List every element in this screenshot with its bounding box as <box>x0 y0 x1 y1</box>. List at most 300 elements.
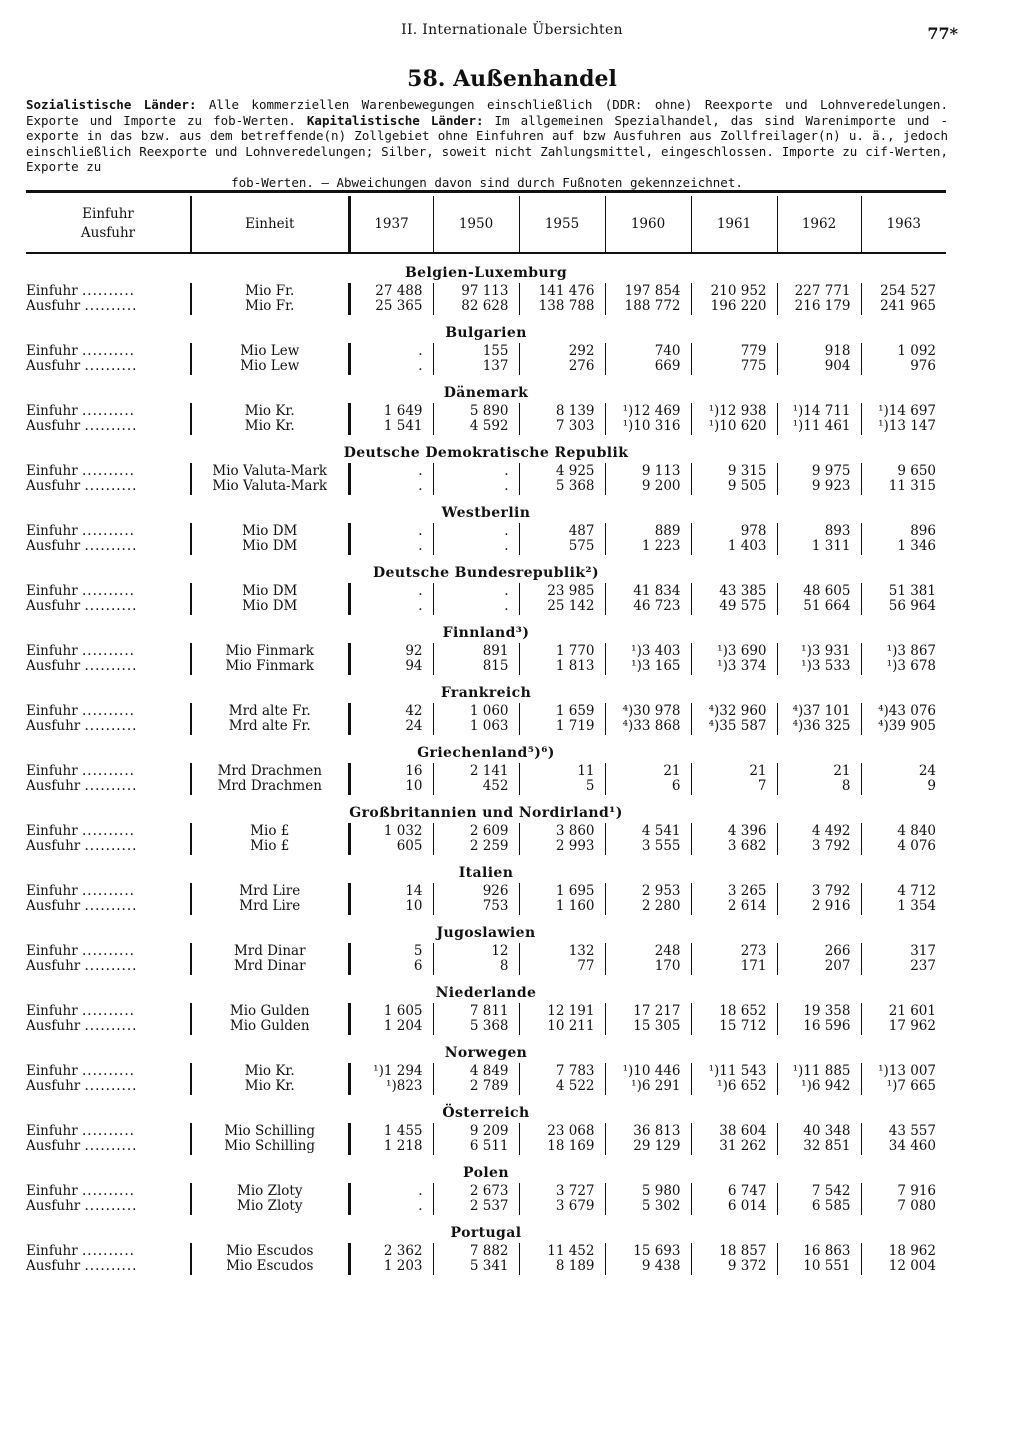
export-row <box>26 299 946 315</box>
value-cell: 132 <box>519 943 605 959</box>
value-cell: 41 834 <box>605 583 691 599</box>
export-label <box>26 719 191 735</box>
value-cell: ¹)7 665 <box>886 1078 936 1094</box>
value-cell: 34 460 <box>888 1138 936 1154</box>
export-label <box>26 959 191 975</box>
value-cell: 605 <box>349 839 433 855</box>
value-cell: 5 980 <box>605 1183 691 1199</box>
value-cell: ¹)3 867 <box>886 643 936 659</box>
unit-cell: Mio Lew <box>191 343 349 359</box>
value-cell: 1 403 <box>691 539 777 555</box>
value-cell: . <box>433 583 519 599</box>
unit-cell: Mio Escudos <box>191 1243 349 1259</box>
import-label <box>26 763 191 779</box>
row-label-dots: .......... <box>82 703 135 719</box>
value-cell: 17 962 <box>888 1018 936 1034</box>
value-cell: . <box>349 479 433 495</box>
value-cell: 171 <box>691 959 777 975</box>
value-cell: 2 362 <box>349 1243 433 1259</box>
value-cell: ⁴)43 076 <box>878 703 936 719</box>
value-cell: 2 789 <box>433 1079 519 1095</box>
export-row <box>26 719 946 735</box>
row-label-dots: .......... <box>82 1243 135 1259</box>
value-cell: 1 659 <box>519 703 605 719</box>
value-cell: 7 080 <box>897 1198 936 1214</box>
value-cell: 904 <box>777 359 861 375</box>
value-cell: 46 723 <box>605 599 691 615</box>
unit-cell: Mio £ <box>191 839 349 855</box>
value-cell: 23 985 <box>519 583 605 599</box>
import-row <box>26 343 946 359</box>
country-name: Niederlande <box>435 985 537 1001</box>
value-cell: 775 <box>691 359 777 375</box>
country-heading-row <box>26 315 946 343</box>
row-label-text: Ausfuhr <box>26 358 81 374</box>
value-cell: 1 204 <box>349 1019 433 1035</box>
row-label-text: Ausfuhr <box>26 1258 81 1274</box>
row-label-dots: .......... <box>84 1198 138 1214</box>
export-label <box>26 299 191 315</box>
country-heading-row <box>26 855 946 883</box>
export-label <box>26 359 191 375</box>
value-cell: 4 925 <box>519 463 605 479</box>
unit-cell: Mio Gulden <box>191 1019 349 1035</box>
value-cell: 575 <box>519 539 605 555</box>
value-cell: 42 <box>349 703 433 719</box>
country-name: Polen <box>463 1165 509 1181</box>
value-cell: ¹)13 147 <box>878 418 936 434</box>
value-cell: 9 <box>927 778 936 794</box>
value-cell: ¹)6 652 <box>691 1079 777 1095</box>
value-cell: 43 385 <box>691 583 777 599</box>
row-label-text: Einfuhr <box>26 283 78 299</box>
value-cell: ¹)823 <box>349 1079 433 1095</box>
value-cell: 3 727 <box>519 1183 605 1199</box>
country-heading-row <box>26 915 946 943</box>
value-cell: . <box>349 359 433 375</box>
import-row <box>26 1183 946 1199</box>
row-label-text: Ausfuhr <box>26 298 81 314</box>
header-flow-export: Ausfuhr <box>80 225 136 241</box>
table-body <box>26 252 946 1275</box>
intro-capitalist-heading: Kapitalistische Länder: <box>306 112 484 128</box>
row-label-text: Einfuhr <box>26 823 78 839</box>
value-cell: 2 916 <box>777 899 861 915</box>
table-top-rule <box>26 190 946 193</box>
export-row <box>26 359 946 375</box>
row-label-text: Ausfuhr <box>26 1018 81 1034</box>
value-cell: 196 220 <box>691 299 777 315</box>
value-cell: 1 311 <box>777 539 861 555</box>
value-cell: 16 596 <box>777 1019 861 1035</box>
country-heading-row <box>26 1215 946 1243</box>
value-cell: 1 223 <box>605 539 691 555</box>
row-label-dots: .......... <box>82 763 135 779</box>
value-cell: . <box>349 1183 433 1199</box>
country-heading-row <box>26 735 946 763</box>
value-cell: 779 <box>691 343 777 359</box>
value-cell: . <box>433 599 519 615</box>
unit-cell: Mio Fr. <box>191 299 349 315</box>
value-cell: 21 <box>605 763 691 779</box>
foreign-trade-table <box>26 196 946 1275</box>
country-name: Westberlin <box>441 505 531 521</box>
value-cell: 9 438 <box>605 1259 691 1275</box>
running-head: II. Internationale Übersichten <box>401 22 623 38</box>
value-cell: 1 218 <box>349 1139 433 1155</box>
value-cell: 2 614 <box>691 899 777 915</box>
value-cell: 97 113 <box>433 283 519 299</box>
header-unit: Einheit <box>191 196 349 252</box>
unit-cell: Mio Valuta-Mark <box>191 463 349 479</box>
unit-cell: Mio Finmark <box>191 659 349 675</box>
value-cell: 10 <box>349 779 433 795</box>
header-year: 1937 <box>349 196 433 252</box>
value-cell: ⁴)37 101 <box>777 703 861 719</box>
value-cell: 32 851 <box>777 1139 861 1155</box>
value-cell: 2 953 <box>605 883 691 899</box>
value-cell: 3 679 <box>519 1199 605 1215</box>
value-cell: 18 169 <box>519 1139 605 1155</box>
value-cell: 896 <box>910 523 936 539</box>
value-cell: 1 719 <box>519 719 605 735</box>
value-cell: 9 113 <box>605 463 691 479</box>
unit-cell: Mio DM <box>191 539 349 555</box>
value-cell: ¹)13 007 <box>878 1063 936 1079</box>
value-cell: 740 <box>605 343 691 359</box>
value-cell: 5 368 <box>519 479 605 495</box>
export-label <box>26 659 191 675</box>
value-cell: 9 923 <box>777 479 861 495</box>
unit-cell: Mio Zloty <box>191 1183 349 1199</box>
country-name: Jugoslawien <box>436 925 536 941</box>
value-cell: ¹)3 374 <box>691 659 777 675</box>
import-row <box>26 943 946 959</box>
unit-cell: Mrd Dinar <box>191 959 349 975</box>
value-cell: 11 452 <box>519 1243 605 1259</box>
import-row <box>26 403 946 419</box>
value-cell: 7 303 <box>519 419 605 435</box>
value-cell: 21 <box>777 763 861 779</box>
value-cell: ¹)11 885 <box>777 1063 861 1079</box>
value-cell: 38 604 <box>691 1123 777 1139</box>
unit-cell: Mio Schilling <box>191 1123 349 1139</box>
import-label <box>26 403 191 419</box>
row-label-dots: .......... <box>82 1003 135 1019</box>
value-cell: 9 315 <box>691 463 777 479</box>
value-cell: 210 952 <box>691 283 777 299</box>
value-cell: 18 962 <box>888 1243 936 1259</box>
import-label <box>26 523 191 539</box>
value-cell: 94 <box>349 659 433 675</box>
row-label-text: Einfuhr <box>26 643 78 659</box>
value-cell: 17 217 <box>605 1003 691 1019</box>
value-cell: 7 783 <box>519 1063 605 1079</box>
value-cell: 669 <box>605 359 691 375</box>
value-cell: 197 854 <box>605 283 691 299</box>
value-cell: 3 860 <box>519 823 605 839</box>
value-cell: 6 585 <box>777 1199 861 1215</box>
value-cell: . <box>433 523 519 539</box>
country-name: Frankreich <box>440 685 532 701</box>
row-label-dots: .......... <box>82 943 135 959</box>
country-name: Griechenland⁵)⁶) <box>417 745 555 761</box>
unit-cell: Mio Escudos <box>191 1259 349 1275</box>
value-cell: 23 068 <box>519 1123 605 1139</box>
value-cell: 9 200 <box>605 479 691 495</box>
value-cell: 4 396 <box>691 823 777 839</box>
value-cell: 227 771 <box>777 283 861 299</box>
row-label-text: Ausfuhr <box>26 1078 81 1094</box>
export-label <box>26 1259 191 1275</box>
value-cell: 16 863 <box>777 1243 861 1259</box>
value-cell: ¹)3 931 <box>777 643 861 659</box>
import-label <box>26 283 191 299</box>
value-cell: 7 <box>691 779 777 795</box>
value-cell: 9 505 <box>691 479 777 495</box>
row-label-dots: .......... <box>82 283 135 299</box>
value-cell: 7 882 <box>433 1243 519 1259</box>
unit-cell: Mio Schilling <box>191 1139 349 1155</box>
value-cell: 248 <box>605 943 691 959</box>
row-label-dots: .......... <box>84 1018 138 1034</box>
value-cell: ¹)12 469 <box>605 403 691 419</box>
value-cell: 7 916 <box>897 1183 936 1199</box>
import-row <box>26 1003 946 1019</box>
country-name: Portugal <box>450 1225 522 1241</box>
country-name: Deutsche Bundesrepublik²) <box>373 565 599 581</box>
row-label-text: Einfuhr <box>26 343 78 359</box>
import-label <box>26 343 191 359</box>
value-cell: 1 032 <box>349 823 433 839</box>
country-name: Bulgarien <box>445 325 527 341</box>
value-cell: 27 488 <box>349 283 433 299</box>
value-cell: 9 209 <box>433 1123 519 1139</box>
row-label-text: Ausfuhr <box>26 718 81 734</box>
value-cell: 8 <box>777 779 861 795</box>
value-cell: 15 693 <box>605 1243 691 1259</box>
value-cell: 25 142 <box>519 599 605 615</box>
value-cell: ⁴)35 587 <box>691 719 777 735</box>
value-cell: 893 <box>777 523 861 539</box>
value-cell: 926 <box>433 883 519 899</box>
value-cell: 137 <box>433 359 519 375</box>
row-label-dots: .......... <box>82 823 135 839</box>
unit-cell: Mrd alte Fr. <box>191 719 349 735</box>
unit-cell: Mrd Dinar <box>191 943 349 959</box>
value-cell: 241 965 <box>880 298 936 314</box>
value-cell: 254 527 <box>880 283 936 299</box>
value-cell: ¹)14 711 <box>777 403 861 419</box>
value-cell: 36 813 <box>605 1123 691 1139</box>
value-cell: 6 511 <box>433 1139 519 1155</box>
import-row <box>26 883 946 899</box>
country-name: Dänemark <box>443 385 529 401</box>
country-heading-row <box>26 975 946 1003</box>
value-cell: 12 <box>433 943 519 959</box>
import-row <box>26 1063 946 1079</box>
value-cell: 4 849 <box>433 1063 519 1079</box>
value-cell: 452 <box>433 779 519 795</box>
value-cell: 276 <box>519 359 605 375</box>
intro-socialist-text: Alle kommerziellen Warenbewegungen einschließlich (DDR: ohne) Reexporte und Lohnveredelungen. Exporte und Importe zu fob-Werten. <box>26 97 948 128</box>
import-row <box>26 703 946 719</box>
import-label <box>26 1243 191 1259</box>
value-cell: 1 346 <box>897 538 936 554</box>
value-cell: 8 139 <box>519 403 605 419</box>
import-row <box>26 583 946 599</box>
row-label-text: Einfuhr <box>26 1183 78 1199</box>
unit-cell: Mio Lew <box>191 359 349 375</box>
import-row <box>26 763 946 779</box>
value-cell: . <box>349 599 433 615</box>
value-cell: 487 <box>519 523 605 539</box>
value-cell: . <box>349 1199 433 1215</box>
unit-cell: Mrd Lire <box>191 899 349 915</box>
row-label-dots: .......... <box>82 883 135 899</box>
value-cell: ¹)11 543 <box>691 1063 777 1079</box>
export-label <box>26 479 191 495</box>
row-label-dots: .......... <box>84 358 138 374</box>
value-cell: 21 601 <box>888 1003 936 1019</box>
value-cell: 1 092 <box>897 343 936 359</box>
value-cell: ⁴)39 905 <box>878 718 936 734</box>
value-cell: 6 014 <box>691 1199 777 1215</box>
value-cell: . <box>349 523 433 539</box>
export-row <box>26 1199 946 1215</box>
row-label-dots: .......... <box>84 598 138 614</box>
value-cell: 4 522 <box>519 1079 605 1095</box>
row-label-text: Einfuhr <box>26 763 78 779</box>
row-label-dots: .......... <box>84 1138 138 1154</box>
value-cell: 4 592 <box>433 419 519 435</box>
value-cell: 2 259 <box>433 839 519 855</box>
value-cell: 7 542 <box>777 1183 861 1199</box>
value-cell: 889 <box>605 523 691 539</box>
value-cell: 3 792 <box>777 839 861 855</box>
country-name: Deutsche Demokratische Republik <box>343 445 629 461</box>
unit-cell: Mio DM <box>191 523 349 539</box>
import-row <box>26 823 946 839</box>
intro-socialist-heading: Sozialistische Länder: <box>26 97 197 112</box>
unit-cell: Mrd Drachmen <box>191 779 349 795</box>
unit-cell: Mrd Lire <box>191 883 349 899</box>
value-cell: 10 211 <box>519 1019 605 1035</box>
unit-cell: Mio Finmark <box>191 643 349 659</box>
value-cell: ¹)10 446 <box>605 1063 691 1079</box>
value-cell: 1 541 <box>349 419 433 435</box>
value-cell: ¹)3 165 <box>605 659 691 675</box>
country-name: Norwegen <box>444 1045 528 1061</box>
import-label <box>26 463 191 479</box>
value-cell: 5 890 <box>433 403 519 419</box>
export-label <box>26 899 191 915</box>
value-cell: ¹)3 403 <box>605 643 691 659</box>
country-name: Großbritannien und Nordirland¹) <box>349 805 623 821</box>
row-label-text: Einfuhr <box>26 1063 78 1079</box>
value-cell: 5 368 <box>433 1019 519 1035</box>
value-cell: 6 747 <box>691 1183 777 1199</box>
value-cell: ¹)6 291 <box>605 1079 691 1095</box>
value-cell: 18 652 <box>691 1003 777 1019</box>
value-cell: 918 <box>777 343 861 359</box>
country-heading-row <box>26 555 946 583</box>
row-label-dots: .......... <box>84 778 138 794</box>
export-label <box>26 599 191 615</box>
value-cell: 40 348 <box>777 1123 861 1139</box>
value-cell: 155 <box>433 343 519 359</box>
value-cell: 4 840 <box>897 823 936 839</box>
row-label-dots: .......... <box>84 658 138 674</box>
value-cell: 21 <box>691 763 777 779</box>
value-cell: 29 129 <box>605 1139 691 1155</box>
export-row <box>26 419 946 435</box>
export-row <box>26 1259 946 1275</box>
value-cell: 141 476 <box>519 283 605 299</box>
value-cell: 138 788 <box>519 299 605 315</box>
row-label-dots: .......... <box>84 1078 138 1094</box>
export-label <box>26 839 191 855</box>
import-label <box>26 703 191 719</box>
row-label-text: Einfuhr <box>26 583 78 599</box>
value-cell: . <box>349 343 433 359</box>
country-name: Belgien-Luxemburg <box>404 265 568 281</box>
value-cell: 15 305 <box>605 1019 691 1035</box>
value-cell: 273 <box>691 943 777 959</box>
row-label-text: Ausfuhr <box>26 838 81 854</box>
row-label-text: Einfuhr <box>26 403 78 419</box>
country-name: Österreich <box>442 1105 530 1121</box>
value-cell: 1 770 <box>519 643 605 659</box>
export-label <box>26 1139 191 1155</box>
export-label <box>26 419 191 435</box>
value-cell: 16 <box>349 763 433 779</box>
row-label-text: Ausfuhr <box>26 658 81 674</box>
row-label-text: Ausfuhr <box>26 538 81 554</box>
export-row <box>26 1019 946 1035</box>
value-cell: 49 575 <box>691 599 777 615</box>
unit-cell: Mrd Drachmen <box>191 763 349 779</box>
value-cell: 1 203 <box>349 1259 433 1275</box>
row-label-dots: .......... <box>82 1183 135 1199</box>
export-row <box>26 539 946 555</box>
unit-cell: Mio Kr. <box>191 1063 349 1079</box>
row-label-dots: .......... <box>84 298 138 314</box>
page-number: 77* <box>927 24 958 43</box>
import-label <box>26 1063 191 1079</box>
row-label-dots: .......... <box>84 418 138 434</box>
unit-cell: Mio £ <box>191 823 349 839</box>
row-label-dots: .......... <box>84 958 138 974</box>
country-heading-row <box>26 1155 946 1183</box>
value-cell: 4 492 <box>777 823 861 839</box>
value-cell: . <box>349 583 433 599</box>
import-label <box>26 583 191 599</box>
country-heading-row <box>26 1095 946 1123</box>
value-cell: 18 857 <box>691 1243 777 1259</box>
export-label <box>26 779 191 795</box>
value-cell: 1 695 <box>519 883 605 899</box>
row-label-text: Einfuhr <box>26 523 78 539</box>
value-cell: 188 772 <box>605 299 691 315</box>
value-cell: 9 975 <box>777 463 861 479</box>
row-label-dots: .......... <box>84 898 138 914</box>
country-heading-row <box>26 615 946 643</box>
import-row <box>26 463 946 479</box>
value-cell: 48 605 <box>777 583 861 599</box>
value-cell: 8 189 <box>519 1259 605 1275</box>
import-label <box>26 1183 191 1199</box>
